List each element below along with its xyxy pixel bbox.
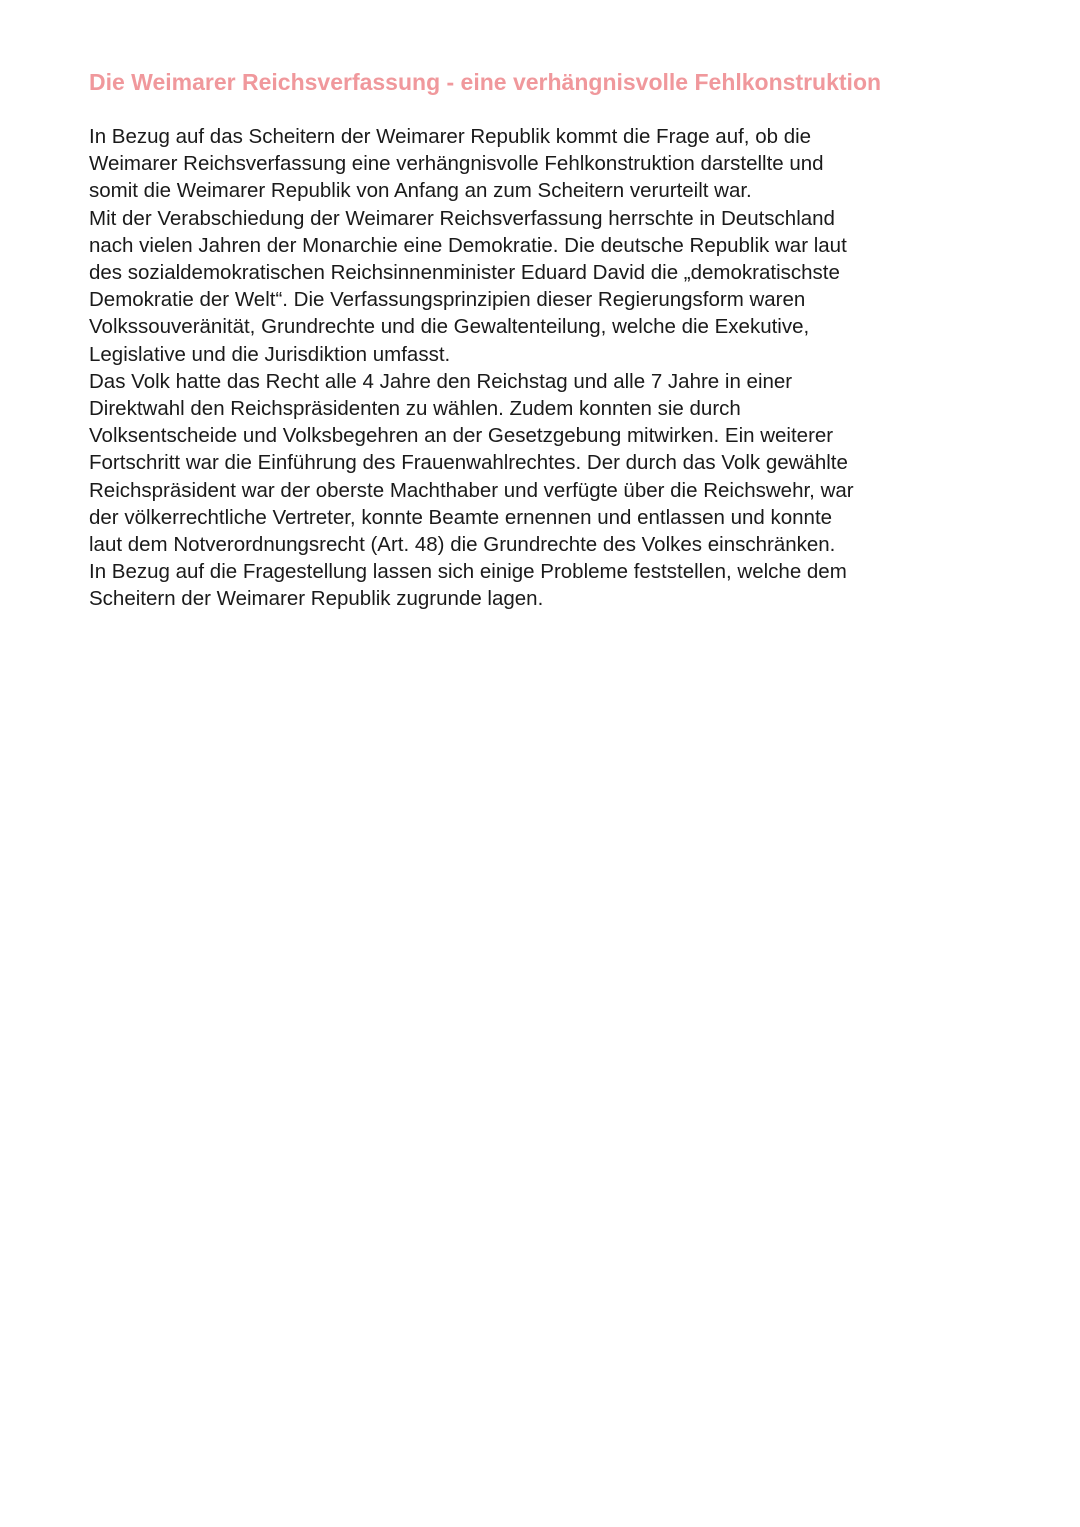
text-line: laut dem Notverordnungsrecht (Art. 48) die Grundrechte des Volkes einschränken. [89, 533, 836, 557]
document-body [89, 123, 989, 613]
text-line: Mit der Verabschiedung der Weimarer Reichsverfassung herrschte in Deutschland [89, 206, 835, 230]
text-line: Legislative und die Jurisdiktion umfasst. [89, 342, 451, 366]
text-line: Weimarer Reichsverfassung eine verhängnisvolle Fehlkonstruktion darstellte und [89, 152, 824, 176]
text-line: In Bezug auf das Scheitern der Weimarer Republik kommt die Frage auf, ob die [89, 125, 812, 148]
text-line: Das Volk hatte das Recht alle 4 Jahre den Reichstag und alle 7 Jahre in einer [89, 369, 793, 393]
text-line: somit die Weimarer Republik von Anfang an zum Scheitern verurteilt war. [89, 179, 752, 203]
text-line: Scheitern der Weimarer Republik zugrunde lagen. [89, 587, 544, 611]
text-line: Volksentscheide und Volksbegehren an der Gesetzgebung mitwirken. Ein weiterer [89, 424, 834, 448]
text-line: Volkssouveränität, Grundrechte und die Gewaltenteilung, welche die Exekutive, [89, 315, 810, 339]
text-line: Reichspräsident war der oberste Machthaber und verfügte über die Reichswehr, war [89, 478, 854, 502]
document-title: Die Weimarer Reichsverfassung - eine verhängnisvolle Fehlkonstruktion [89, 69, 882, 95]
text-line: In Bezug auf die Fragestellung lassen sich einige Probleme feststellen, welche dem [89, 560, 847, 584]
text-line: Fortschritt war die Einführung des Frauenwahlrechtes. Der durch das Volk gewählte [89, 451, 848, 475]
text-line: des sozialdemokratischen Reichsinnenminister Eduard David die „demokratischste [89, 261, 840, 285]
text-line: Direktwahl den Reichspräsidenten zu wählen. Zudem konnten sie durch [89, 397, 741, 421]
text-line: der völkerrechtliche Vertreter, konnte Beamte ernennen und entlassen und konnte [89, 505, 833, 529]
text-line: nach vielen Jahren der Monarchie eine Demokratie. Die deutsche Republik war laut [89, 233, 847, 257]
text-line: Demokratie der Welt“. Die Verfassungsprinzipien dieser Regierungsform waren [89, 288, 806, 312]
